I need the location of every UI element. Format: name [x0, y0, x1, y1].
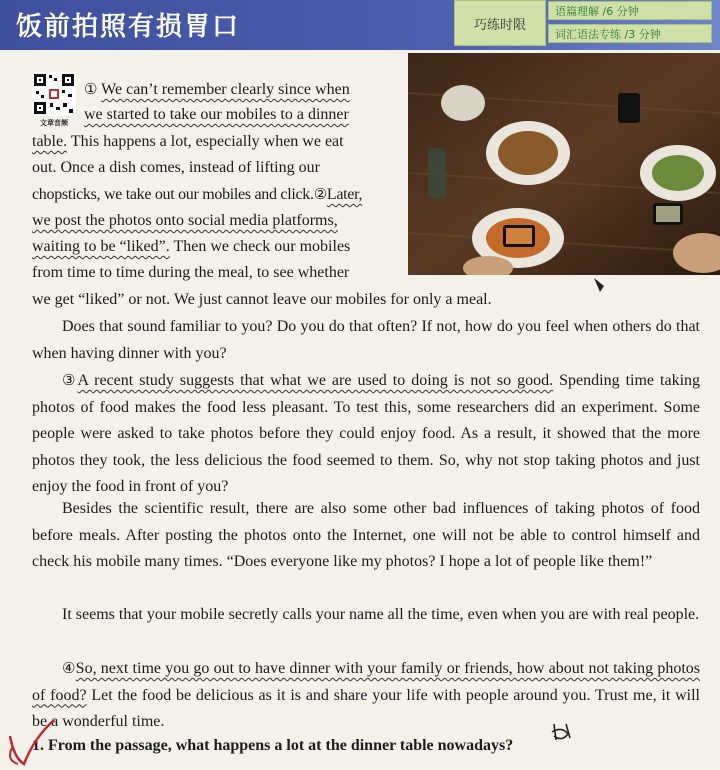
qr-label: 文章音频 [40, 119, 68, 127]
para1-line5: chopsticks, we take out our mobiles and click.②Later, [32, 185, 363, 203]
grammar-time-tag: 词汇语法专练 /3 分钟 [548, 24, 712, 43]
paragraph-2: Does that sound familiar to you? Do you do that often? If not, how do you feel when others do that when having dinner with you? [32, 318, 700, 362]
para1-line2: we started to take our mobiles to a dinner [84, 106, 349, 123]
para1-line8: from time to time during the meal, to see whether [32, 264, 350, 281]
para1-line9: we get “liked” or not. We just cannot leave our mobiles for only a meal. [32, 291, 492, 308]
dinner-photo [408, 53, 720, 275]
paragraph-4: Besides the scientific result, there are also some other bad influences of taking photos of food before meals. After posting the photos onto the Internet, one will not be able to control himself and check his mobile many times. “Does everyone like my photos? I hope a lot of people like them!” [32, 500, 700, 570]
paragraph-5: It seems that your mobile secretly calls your name all the time, even when you are with real people. [62, 606, 700, 623]
check-mark-icon [4, 718, 64, 770]
ink-mark-icon [590, 276, 608, 296]
para1-line4: out. Once a dish comes, instead of lifting our [32, 159, 320, 176]
question-1: 1. From the passage, what happens a lot at the dinner table nowadays? [32, 737, 514, 754]
qr-code[interactable] [32, 72, 76, 126]
paragraph-6: ④So, next time you go out to have dinner with your family or friends, how about not taking photos of food? Let the food be delicious as it is and share your life with people around you. Trust me, it will be a wonderful time. [32, 659, 701, 730]
para1-line3: table. This happens a lot, especially when we eat [32, 133, 344, 150]
para1-line1: ① We can’t remember clearly since when [84, 80, 350, 98]
para1-line7: waiting to be “liked”. Then we check our mobiles [32, 238, 351, 255]
paragraph-3: ③A recent study suggests that what we are used to doing is not so good. Spending time taking photos of food makes the food less pleasant. To test this, some researchers did an experiment. Some people were asked to take photos before they could enjoy food. As a result, it showed that the more photos they took, the less delicious the food seemed to them. So, why not stop taking photos and just enjoy the food in front of you? [32, 371, 701, 495]
reading-time-tag: 语篇理解 /6 分钟 [548, 1, 712, 20]
scribble-mark-icon [548, 720, 576, 746]
para1-line6: we post the photos onto social media platforms, [32, 212, 338, 229]
page-title: 饭前拍照有损胃口 [16, 12, 241, 42]
time-limit-box: 巧练时限 [454, 0, 546, 46]
